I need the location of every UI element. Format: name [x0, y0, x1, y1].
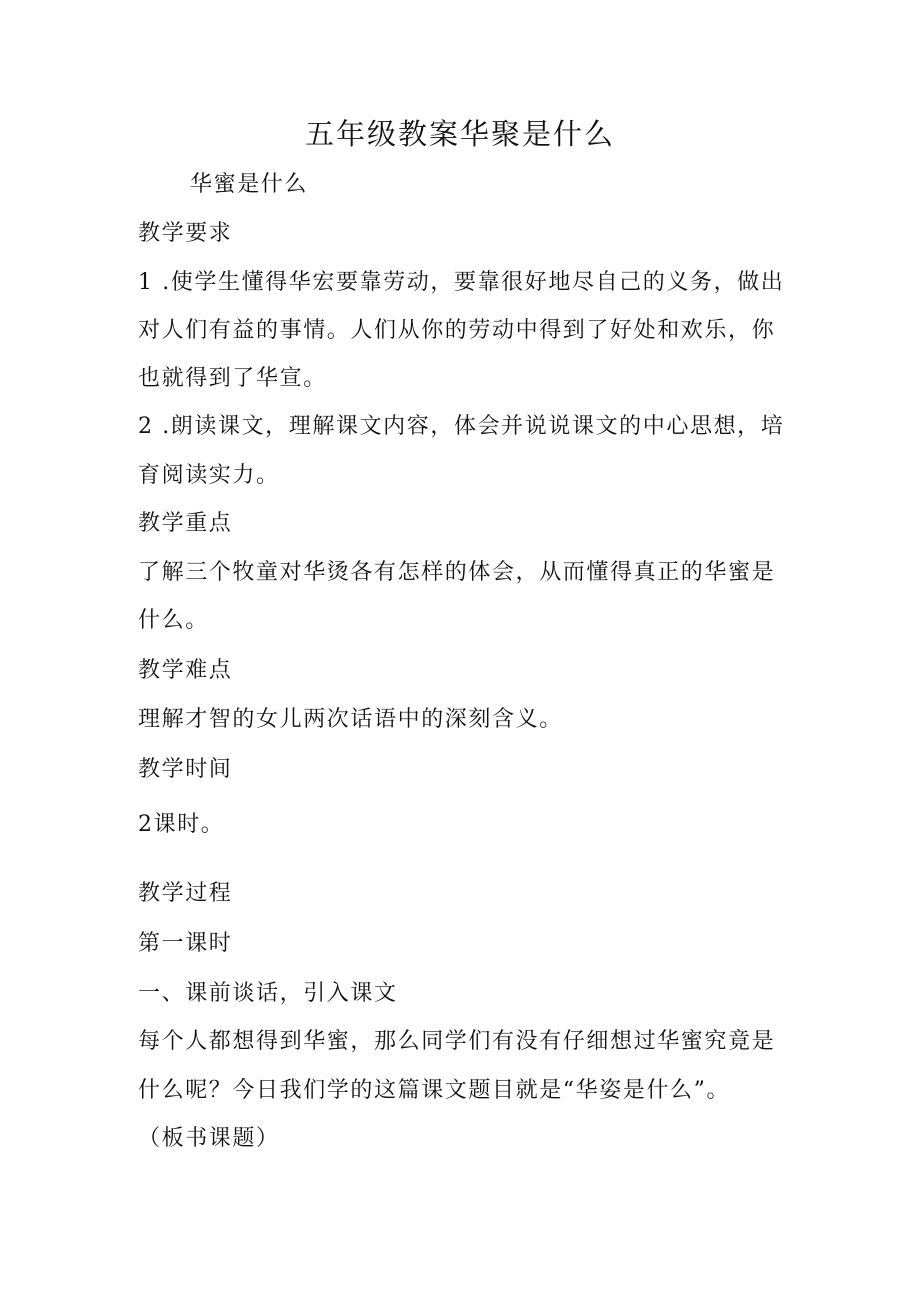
paragraph-line: 育阅读实力。 — [138, 463, 280, 488]
paragraph-line: 什么呢？今日我们学的这篇课文题目就是“华姿是什么”。 — [138, 1078, 731, 1103]
paragraph-line: 理解才智的女儿两次话语中的深刻含义。 — [138, 707, 563, 732]
paragraph-line: 每个人都想得到华蜜，那么同学们有没有仔细想过华蜜究竟是 — [138, 1029, 776, 1054]
heading-teaching-focus: 教学重点 — [138, 511, 233, 536]
heading-teaching-process: 教学过程 — [138, 881, 233, 906]
paragraph-line: 什么。 — [138, 608, 209, 633]
heading-teaching-time: 教学时间 — [138, 757, 233, 782]
paragraph-line: 对人们有益的事情。人们从你的劳动中得到了好处和欢乐，你 — [138, 318, 776, 343]
heading-teaching-requirements: 教学要求 — [138, 221, 233, 246]
paragraph-line: 2课时。 — [138, 812, 225, 837]
paragraph-line: 2 .朗读课文，理解课文内容，体会并说说课文的中心思想，培 — [138, 414, 785, 439]
paragraph-line: 了解三个牧童对华烫各有怎样的体会，从而懂得真正的华蜜是 — [138, 560, 776, 585]
heading-first-lesson: 第一课时 — [138, 931, 233, 956]
heading-section-one: 一、课前谈话，引入课文 — [138, 981, 398, 1006]
paragraph-line: （板书课题） — [138, 1126, 280, 1151]
paragraph-line: 也就得到了华宣。 — [138, 366, 327, 391]
document-title: 五年级教案华聚是什么 — [304, 117, 615, 151]
heading-teaching-difficulty: 教学难点 — [138, 658, 233, 683]
lesson-subtitle: 华蜜是什么 — [190, 172, 309, 197]
paragraph-line: 1 .使学生懂得华宏要靠劳动，要靠很好地尽自己的义务，做出 — [138, 270, 785, 295]
